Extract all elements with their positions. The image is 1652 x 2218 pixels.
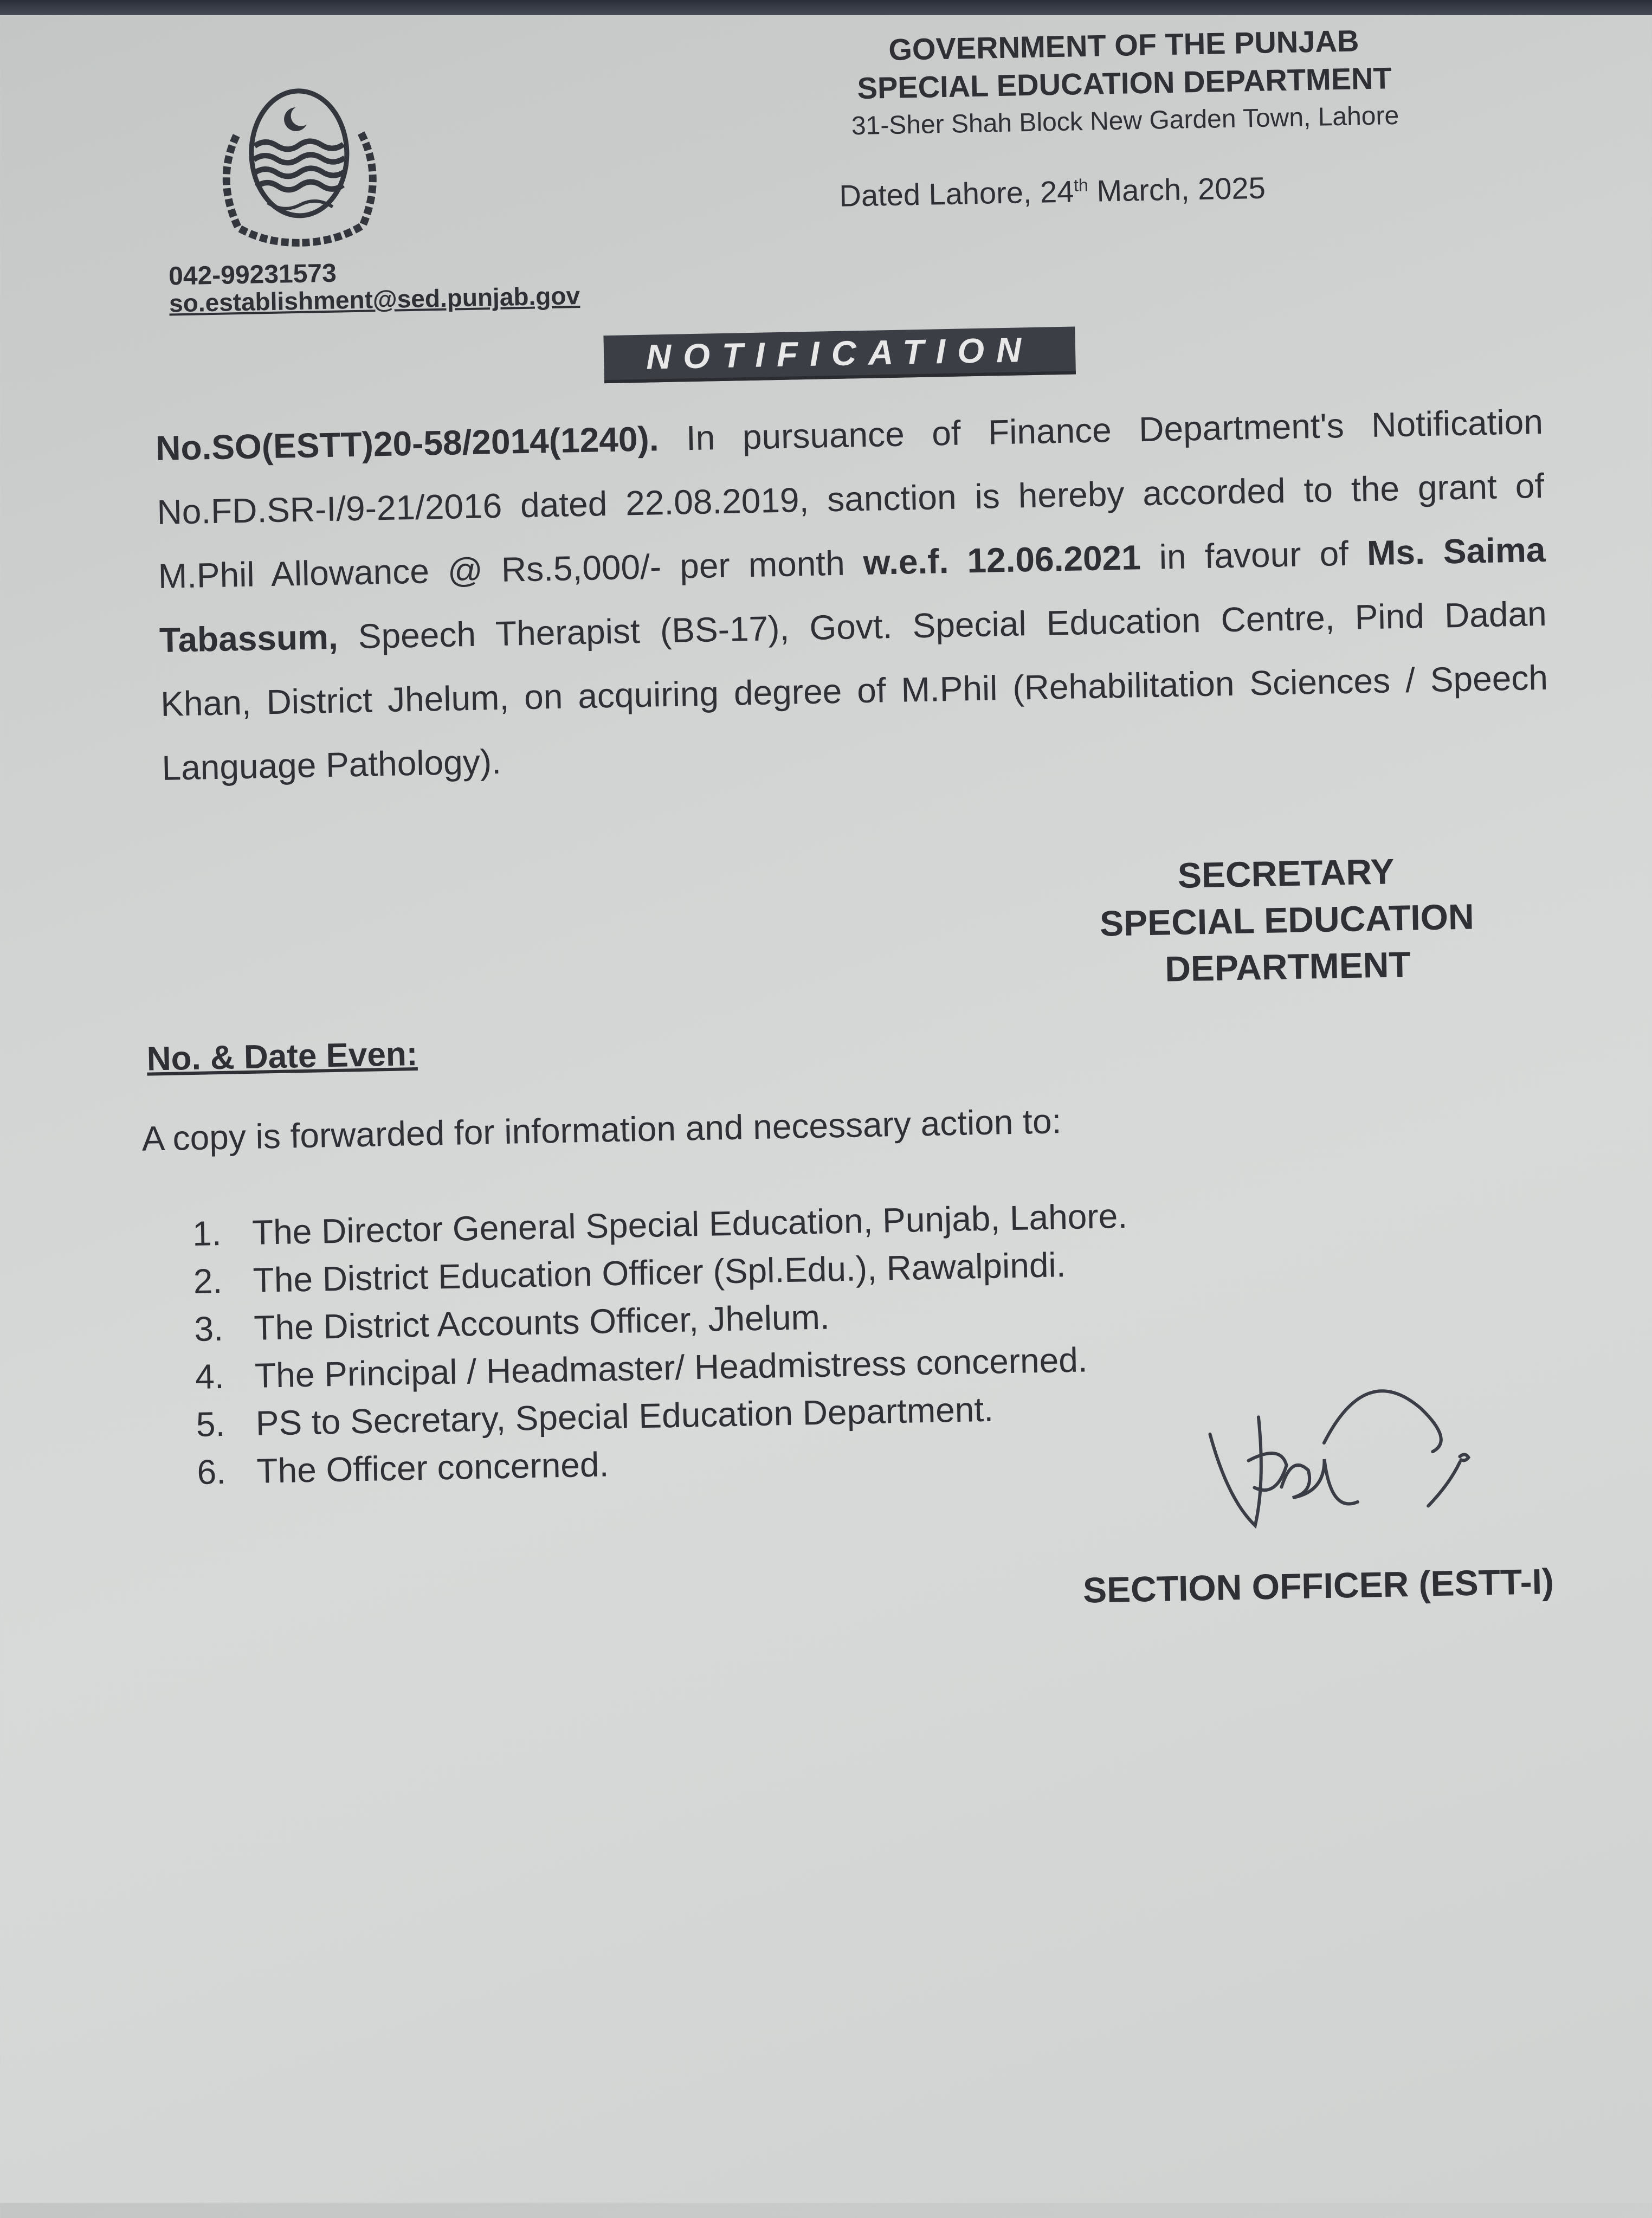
item-text: The District Education Officer (Spl.Edu.), Rawalpindi.	[253, 1245, 1067, 1300]
item-text: The Officer concerned.	[256, 1445, 609, 1491]
handwritten-signature	[1188, 1372, 1624, 1559]
item-number: 3.	[193, 1308, 224, 1349]
item-text: The Director General Special Education, Punjab, Lahore.	[251, 1196, 1128, 1252]
item-number: 6.	[196, 1452, 227, 1492]
body-text: In pursuance of Finance Department's Notification No.FD.SR-I/9-21/2016 dated 22.08.2019, sanction is hereby accorded to the grant of M.Phil Allowance @ Rs.5,000/- per month	[156, 402, 1545, 596]
item-number: 1.	[192, 1214, 222, 1254]
section-officer-signatory: SECTION OFFICER (ESTT-I)	[1082, 1561, 1554, 1610]
item-text: PS to Secretary, Special Education Department.	[255, 1389, 994, 1443]
item-number: 4.	[195, 1356, 225, 1396]
signatory-line: SPECIAL EDUCATION	[1099, 896, 1475, 944]
punjab-emblem-logo	[184, 83, 415, 250]
date-text: Dated Lahore, 24	[838, 174, 1074, 213]
employee-name: Ms. Saima Tabassum,	[159, 530, 1546, 660]
body-text: in favour of	[1140, 533, 1367, 577]
item-text: The District Accounts Officer, Jhelum.	[253, 1297, 830, 1347]
email-address: so.establishment@sed.punjab.gov	[169, 281, 580, 318]
date-superscript: th	[1073, 175, 1089, 195]
signatory-line: DEPARTMENT	[1164, 944, 1411, 989]
department-address: 31-Sher Shah Block New Garden Town, Lahore	[851, 101, 1399, 141]
distribution-list	[192, 1192, 1132, 1496]
body-text: Speech Therapist (BS-17), Govt. Special Education Centre, Pind Dadan Khan, District Jhelum, on acquiring degree of M.Phil (Rehabilitation Sciences / Speech Language Pathology).	[160, 594, 1548, 788]
notification-title: NOTIFICATION	[603, 326, 1076, 383]
department-title: SPECIAL EDUCATION DEPARTMENT	[856, 61, 1392, 106]
copy-forward-intro: A copy is forwarded for information and necessary action to:	[141, 1101, 1062, 1158]
item-number: 2.	[193, 1261, 223, 1301]
date-month-year: March, 2025	[1088, 170, 1266, 208]
signatory-line: SECRETARY	[1177, 851, 1395, 896]
no-date-even-heading: No. & Date Even:	[146, 1035, 418, 1078]
item-text: The Principal / Headmaster/ Headmistress concerned.	[254, 1340, 1088, 1395]
secretary-signatory	[1042, 846, 1532, 995]
government-title: GOVERNMENT OF THE PUNJAB	[888, 23, 1359, 67]
dated-line	[839, 170, 1266, 214]
item-number: 5.	[196, 1404, 225, 1444]
notification-body	[155, 390, 1550, 800]
effective-date: w.e.f. 12.06.2021	[863, 538, 1141, 583]
phone-number: 042-99231573	[168, 259, 337, 291]
reference-number: No.SO(ESTT)20-58/2014(1240).	[155, 419, 660, 468]
